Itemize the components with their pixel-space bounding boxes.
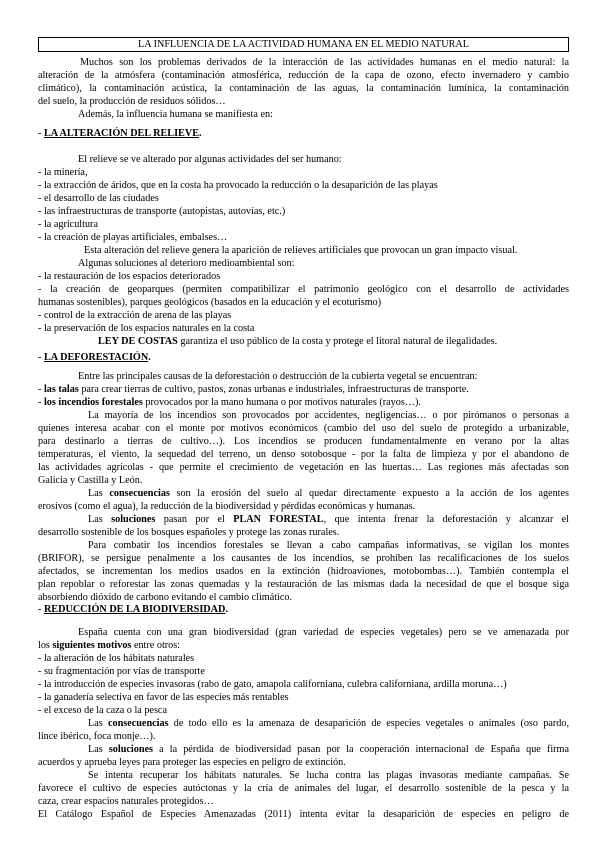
- line-text: las actividades agrícolas - que permite el crecimiento de vegetación en las huertas… Las regiones más afectadas son: [38, 462, 569, 473]
- line-text: - la agricultura: [38, 219, 98, 230]
- text-line: [38, 626, 569, 639]
- text-line: [38, 231, 569, 244]
- text-line: [38, 795, 569, 808]
- line-text: - la preservación de los espacios naturales en la costa: [38, 323, 255, 334]
- line-text: desarrollo sostenible de los bosques españoles y protege las zonas rurales.: [38, 527, 340, 538]
- line-text: El relieve se ve alterado por algunas actividades del ser humano:: [78, 154, 342, 165]
- line-text: del suelo, la producción de residuos sólidos…: [38, 96, 226, 107]
- bold-term: -: [38, 128, 44, 139]
- text-line: [38, 69, 569, 82]
- text-line: [38, 756, 569, 769]
- text-line: [38, 500, 569, 513]
- text-line: [38, 639, 569, 652]
- line-text: - su fragmentación por vías de transporte: [38, 666, 205, 677]
- line-text: Las: [88, 718, 108, 729]
- line-text: - la minería,: [38, 167, 88, 178]
- line-text: son la erosión del suelo al quedar directamente expuesto a la acción de los agentes: [176, 488, 569, 499]
- text-line: [38, 283, 569, 296]
- text-line: [38, 422, 569, 435]
- line-text: humanas sostenibles), parques geológicos (basados en la educación y el ecoturismo): [38, 297, 382, 308]
- line-text: quienes interesa acabar con el monte por motivos económicos (cambio del uso del suelo de protegido a urbanizable,: [38, 423, 569, 434]
- bold-term: consecuencias: [109, 488, 177, 499]
- text-line: [38, 409, 569, 422]
- line-text: - control de la extracción de arena de las playas: [38, 310, 232, 321]
- text-line: [38, 257, 569, 270]
- line-text: - la extracción de áridos, que en la costa ha provocado la reducción o la desaparición de las playas: [38, 180, 438, 191]
- line-text: plan repoblar o reforestar las zonas quemadas y la restauración de las mismas dada la necesidad de que el bosque siga: [38, 579, 569, 590]
- text-line: [38, 691, 569, 704]
- bold-term: soluciones: [111, 514, 164, 525]
- line-text: erosivos (como el agua), la reducción de la biodiversidad y pérdidas económicas y humanas.: [38, 501, 416, 512]
- line-text: pasan por el: [163, 514, 234, 525]
- text-line: [38, 769, 569, 782]
- line-text: lince ibérico, foca monje…).: [38, 731, 156, 742]
- line-text: .: [225, 604, 228, 615]
- line-text: absorbiendo dióxido de carbono evitando el cambio climático.: [38, 592, 293, 603]
- text-line: [38, 153, 569, 166]
- text-line: [38, 808, 569, 821]
- text-line: [38, 205, 569, 218]
- text-line: [38, 448, 569, 461]
- text-line: [38, 461, 569, 474]
- bold-term: REDUCCIÓN DE LA BIODIVERSIDAD: [43, 604, 226, 615]
- text-line: [38, 539, 569, 552]
- line-text: Muchos son los problemas derivados de la interacción de las actividades humanas en el medio natural: la: [80, 57, 569, 68]
- line-text: los: [38, 640, 53, 651]
- text-line: [38, 244, 569, 257]
- line-text: Además, la influencia humana se manifiesta en:: [78, 109, 273, 120]
- text-line: [38, 383, 569, 396]
- line-text: .: [199, 128, 202, 139]
- line-text: Las: [88, 744, 109, 755]
- text-line: [38, 166, 569, 179]
- line-text: España cuenta con una gran biodiversidad (gran variedad de especies vegetales) pero se ve amenazada por: [78, 627, 569, 638]
- line-text: .: [148, 352, 151, 363]
- text-line: [38, 179, 569, 192]
- text-line: [38, 322, 569, 335]
- line-text: Entre las principales causas de la deforestación o destrucción de la cubierta vegetal se encuentran:: [78, 371, 478, 382]
- line-text: para destinarlo a tierras de cultivo…). Los incendios se producen fundamentalmente en verano por la altas: [38, 436, 569, 447]
- line-text: Se intenta recuperar los hábitats naturales. Se lucha contra las plagas invasoras mediante campañas. Se: [88, 770, 569, 781]
- bold-term: PLAN FORESTAL: [233, 514, 324, 525]
- page-title: LA INFLUENCIA DE LA ACTIVIDAD HUMANA EN EL MEDIO NATURAL: [38, 37, 569, 52]
- bold-term: consecuencias: [107, 718, 174, 729]
- bold-term: LA DEFORESTACIÓN: [43, 352, 149, 363]
- line-text: -: [38, 397, 44, 408]
- text-line: [38, 296, 569, 309]
- text-line: [38, 513, 569, 526]
- line-text: (BRIFOR), se persigue penalmente a los causantes de los incendios, se prohíben las recalificaciones de los suelos: [38, 553, 569, 564]
- text-line: [38, 652, 569, 665]
- bold-term: siguientes motivos: [52, 640, 134, 651]
- line-text: -: [38, 384, 44, 395]
- text-line: [38, 370, 569, 383]
- section-heading: [38, 351, 569, 364]
- text-line: [38, 335, 569, 348]
- line-text: de todo ello es la amenaza de desaparición de especies vegetales o animales (oso pardo,: [173, 718, 569, 729]
- text-line: [38, 192, 569, 205]
- bold-term: -: [38, 352, 44, 363]
- text-line: [38, 56, 569, 69]
- line-text: acuerdos y aprueba leyes para proteger las especies en peligro de extinción.: [38, 757, 346, 768]
- text-line: [38, 730, 569, 743]
- text-line: [38, 743, 569, 756]
- line-text: climático), la contaminación acústica, la contaminación de las aguas, la contaminación lumínica, la contaminación: [38, 83, 569, 94]
- line-text: temperaturas, el viento, la sequedad del terreno, un denso sotobosque - por la falta de limpieza y por el abandono de: [38, 449, 569, 460]
- text-line: [38, 665, 569, 678]
- text-line: [38, 435, 569, 448]
- line-text: Galicia y Castilla y León.: [38, 475, 143, 486]
- section-heading: [38, 127, 569, 140]
- line-text: - la restauración de los espacios deteriorados: [38, 271, 221, 282]
- text-line: [38, 82, 569, 95]
- text-line: [38, 704, 569, 717]
- text-line: [38, 487, 569, 500]
- line-text: La mayoría de los incendios son provocados por accidentes, negligencias… o por pirómanos o personas a: [88, 410, 569, 421]
- line-text: entre otros:: [133, 640, 181, 651]
- line-text: - el desarrollo de las ciudades: [38, 193, 159, 204]
- line-text: El Catálogo Español de Especies Amenazadas (2011) intenta evitar la desaparición de especies en peligro de: [38, 809, 569, 820]
- bold-term: -: [38, 604, 44, 615]
- line-text: a la pérdida de biodiversidad pasan por la cooperación internacional de España que firma: [159, 744, 569, 755]
- text-line: [38, 782, 569, 795]
- bold-term: las talas: [43, 384, 82, 395]
- line-text: garantiza el uso público de la costa y protege el litoral natural de ilegalidades.: [180, 336, 498, 347]
- text-line: [38, 678, 569, 691]
- text-line: [38, 474, 569, 487]
- line-text: Las: [88, 488, 110, 499]
- bold-term: los incendios forestales: [43, 397, 146, 408]
- line-text: Algunas soluciones al deterioro medioambiental son:: [78, 258, 295, 269]
- line-text: Esta alteración del relieve genera la aparición de relieves artificiales que provocan un gran impacto visual.: [84, 245, 518, 256]
- text-line: [38, 95, 569, 108]
- line-text: para crear tierras de cultivo, pastos, zonas urbanas e industriales, infraestructuras de transporte.: [81, 384, 469, 395]
- text-line: [38, 108, 569, 121]
- line-text: - la ganadería selectiva en favor de las especies más rentables: [38, 692, 289, 703]
- line-text: Para combatir los incendios forestales se llevan a cabo campañas informativas, se vigilan los montes: [88, 540, 569, 551]
- line-text: caza, crear espacios naturales protegidos…: [38, 796, 214, 807]
- bold-term: LA ALTERACIÓN DEL RELIEVE: [43, 128, 199, 139]
- line-text: favorece el cultivo de especies autóctonas y la cría de animales del lugar, el desarrollo sostenible de la pesca y la: [38, 783, 569, 794]
- line-text: , que intenta frenar la deforestación y alcanzar el: [323, 514, 569, 525]
- text-line: [38, 717, 569, 730]
- bold-term: soluciones: [108, 744, 160, 755]
- line-text: - la alteración de los hábitats naturales: [38, 653, 195, 664]
- text-line: [38, 578, 569, 591]
- bold-term: LEY DE COSTAS: [98, 336, 181, 347]
- line-text: - la creación de geoparques (permiten compatibilizar el patrimonio geológico con el desarrollo de actividades: [38, 284, 569, 295]
- text-line: [38, 565, 569, 578]
- section-heading: [38, 603, 569, 616]
- text-line: [38, 218, 569, 231]
- text-line: [38, 552, 569, 565]
- line-text: - las infraestructuras de transporte (autopistas, autovías, etc.): [38, 206, 286, 217]
- line-text: - la introducción de especies invasoras (rabo de gato, amapola californiana, culebra californiana, ardilla moruna…): [38, 679, 507, 690]
- line-text: afectados, se incrementan los medios usados en la extinción (hidroaviones, motobombas…). También contempla el: [38, 566, 569, 577]
- line-text: - la creación de playas artificiales, embalses…: [38, 232, 228, 243]
- line-text: alteración de la atmósfera (contaminación atmosférica, reducción de la capa de ozono, efecto invernadero y cambio: [38, 70, 569, 81]
- line-text: - el exceso de la caza o la pesca: [38, 705, 167, 716]
- text-line: [38, 270, 569, 283]
- text-line: [38, 309, 569, 322]
- line-text: provocados por la mano humana o por motivos naturales (rayos…).: [145, 397, 421, 408]
- line-text: Las: [88, 514, 112, 525]
- text-line: [38, 396, 569, 409]
- text-line: [38, 526, 569, 539]
